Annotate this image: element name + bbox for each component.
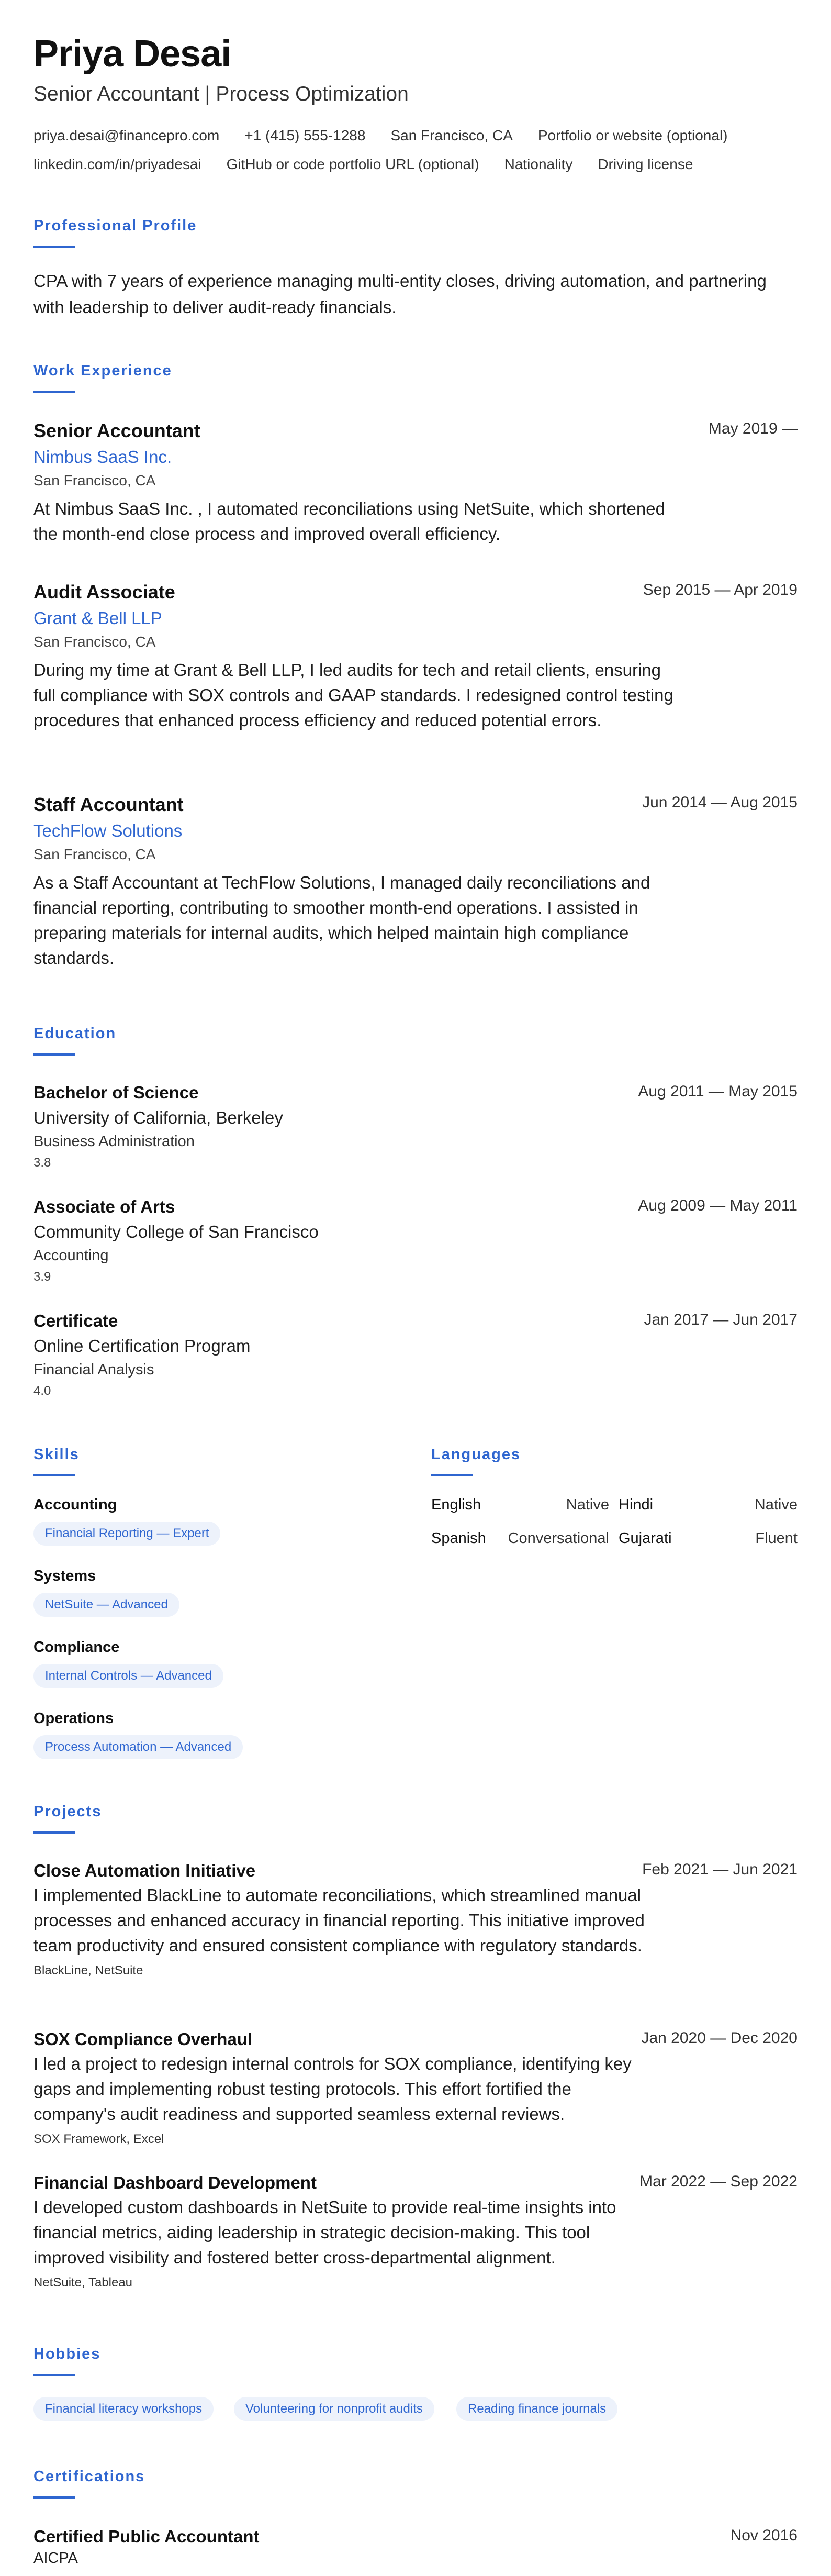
gpa: 3.9 (33, 1270, 51, 1284)
email-link[interactable]: priya.desai@financepro.com (33, 127, 220, 143)
job-location: San Francisco, CA (33, 846, 156, 862)
language-level: Native (566, 1496, 609, 1513)
section-rule (33, 2496, 75, 2499)
certification-issuer: AICPA (33, 2550, 78, 2567)
skill-category: Operations (33, 1710, 114, 1727)
section-rule (33, 1053, 75, 1056)
project-item (33, 1861, 798, 1978)
hobby-chip: Reading finance journals (456, 2397, 617, 2421)
language-name: Hindi (619, 1496, 654, 1513)
skill-category: Systems (33, 1568, 96, 1584)
contact-row-2 (33, 156, 718, 173)
skill-chip: NetSuite — Advanced (33, 1593, 179, 1617)
job-dates: Jun 2014 — Aug 2015 (642, 794, 798, 811)
section-title-education: Education (33, 1025, 117, 1042)
section-rule (33, 1831, 75, 1834)
experience-item (33, 581, 798, 733)
project-description: I developed custom dashboards in NetSuite to provide real-time insights into financial metrics, aiding leadership in strategic decision-making. This tool improved visibility and fostered better cross-departmental alignment. (33, 2197, 616, 2267)
degree: Bachelor of Science (33, 1083, 199, 1102)
driving-license: Driving license (598, 156, 693, 172)
section-rule (33, 246, 75, 248)
experience-item (33, 420, 798, 547)
project-item (33, 2029, 798, 2147)
education-dates: Jan 2017 — Jun 2017 (644, 1311, 798, 1328)
language-level: Native (754, 1496, 798, 1513)
section-title-projects: Projects (33, 1803, 102, 1820)
job-title: Senior Accountant (33, 420, 200, 441)
language-name: Gujarati (619, 1530, 672, 1547)
nationality: Nationality (504, 156, 573, 172)
school-name: University of California, Berkeley (33, 1108, 283, 1127)
section-title-skills: Skills (33, 1446, 80, 1463)
field-of-study: Business Administration (33, 1133, 195, 1150)
job-dates: May 2019 — (708, 420, 798, 437)
hobby-chip: Volunteering for nonprofit audits (234, 2397, 434, 2421)
section-title-languages: Languages (431, 1446, 521, 1463)
project-description: I implemented BlackLine to automate reconciliations, which streamlined manual processes and enhanced accuracy in financial reporting. This initiative improved team productivity and ensured consistent compliance with regulatory standards. (33, 1885, 645, 1955)
education-dates: Aug 2009 — May 2011 (638, 1197, 798, 1214)
project-name: Close Automation Initiative (33, 1861, 256, 1880)
project-tech: SOX Framework, Excel (33, 2132, 164, 2146)
project-item (33, 2173, 798, 2290)
job-location: San Francisco, CA (33, 472, 156, 488)
contact-row-1 (33, 127, 753, 144)
job-location: San Francisco, CA (33, 634, 156, 650)
resume-page (33, 0, 798, 2576)
job-title: Audit Associate (33, 581, 175, 603)
project-dates: Mar 2022 — Sep 2022 (639, 2173, 798, 2190)
job-description: As a Staff Accountant at TechFlow Solutions, I managed daily reconciliations and financial reporting, contributing to smoother month-end operations. I assisted in preparing materials for internal audits, which helped maintain high compliance standards. (33, 873, 650, 968)
company-name: Grant & Bell LLP (33, 608, 162, 628)
language-name: Spanish (431, 1530, 486, 1547)
headline: Senior Accountant | Process Optimization (33, 83, 409, 105)
education-item (33, 1311, 798, 1398)
education-item (33, 1083, 798, 1170)
language-level: Conversational (508, 1530, 609, 1547)
job-description: During my time at Grant & Bell LLP, I led audits for tech and retail clients, ensuring full compliance with SOX controls and GAAP standards. I redesigned control testing procedures that enhanced process efficiency and reduced potential errors. (33, 660, 673, 730)
certification-item (33, 2527, 798, 2567)
certification-name: Certified Public Accountant (33, 2527, 260, 2546)
project-dates: Feb 2021 — Jun 2021 (642, 1861, 798, 1878)
project-name: Financial Dashboard Development (33, 2173, 317, 2192)
section-title-certifications: Certifications (33, 2468, 145, 2485)
phone-number: +1 (415) 555-1288 (244, 127, 366, 143)
portfolio-link[interactable]: Portfolio or website (optional) (537, 127, 728, 143)
project-name: SOX Compliance Overhaul (33, 2029, 253, 2049)
experience-item (33, 794, 798, 971)
profile-text: CPA with 7 years of experience managing multi-entity closes, driving automation, and partnering with leadership to deliver audit-ready financials. (33, 271, 767, 317)
education-dates: Aug 2011 — May 2015 (638, 1083, 798, 1100)
section-title-experience: Work Experience (33, 362, 172, 379)
project-tech: NetSuite, Tableau (33, 2275, 133, 2290)
education-item (33, 1197, 798, 1284)
field-of-study: Financial Analysis (33, 1361, 154, 1378)
project-tech: BlackLine, NetSuite (33, 1963, 143, 1978)
degree: Certificate (33, 1311, 118, 1330)
company-name: Nimbus SaaS Inc. (33, 447, 172, 467)
hobby-chip: Financial literacy workshops (33, 2397, 214, 2421)
certification-date: Nov 2016 (730, 2527, 798, 2544)
section-title-hobbies: Hobbies (33, 2346, 101, 2362)
section-title-profile: Professional Profile (33, 217, 197, 234)
school-name: Online Certification Program (33, 1336, 251, 1356)
section-rule (431, 1474, 473, 1476)
candidate-name: Priya Desai (33, 33, 231, 75)
job-dates: Sep 2015 — Apr 2019 (643, 581, 798, 598)
skill-chip: Internal Controls — Advanced (33, 1664, 223, 1688)
language-name: English (431, 1496, 481, 1513)
job-description: At Nimbus SaaS Inc. , I automated reconciliations using NetSuite, which shortened the month-end close process and improved overall efficiency. (33, 499, 665, 543)
skill-category: Compliance (33, 1639, 120, 1656)
degree: Associate of Arts (33, 1197, 175, 1216)
github-link[interactable]: GitHub or code portfolio URL (optional) (226, 156, 479, 172)
skill-category: Accounting (33, 1496, 117, 1513)
language-level: Fluent (755, 1530, 798, 1547)
gpa: 4.0 (33, 1384, 51, 1398)
skill-chip: Financial Reporting — Expert (33, 1522, 220, 1546)
section-rule (33, 1474, 75, 1476)
section-rule (33, 2374, 75, 2376)
field-of-study: Accounting (33, 1247, 109, 1264)
linkedin-link[interactable]: linkedin.com/in/priyadesai (33, 156, 201, 172)
skill-chip: Process Automation — Advanced (33, 1735, 243, 1759)
location: San Francisco, CA (390, 127, 513, 143)
section-rule (33, 391, 75, 393)
project-description: I led a project to redesign internal controls for SOX compliance, identifying key gaps and implementing robust testing protocols. This effort fortified the company's audit readiness and supported seamless external reviews. (33, 2054, 632, 2124)
gpa: 3.8 (33, 1156, 51, 1170)
school-name: Community College of San Francisco (33, 1222, 319, 1241)
job-title: Staff Accountant (33, 794, 184, 815)
company-name: TechFlow Solutions (33, 821, 183, 840)
project-dates: Jan 2020 — Dec 2020 (641, 2029, 798, 2047)
